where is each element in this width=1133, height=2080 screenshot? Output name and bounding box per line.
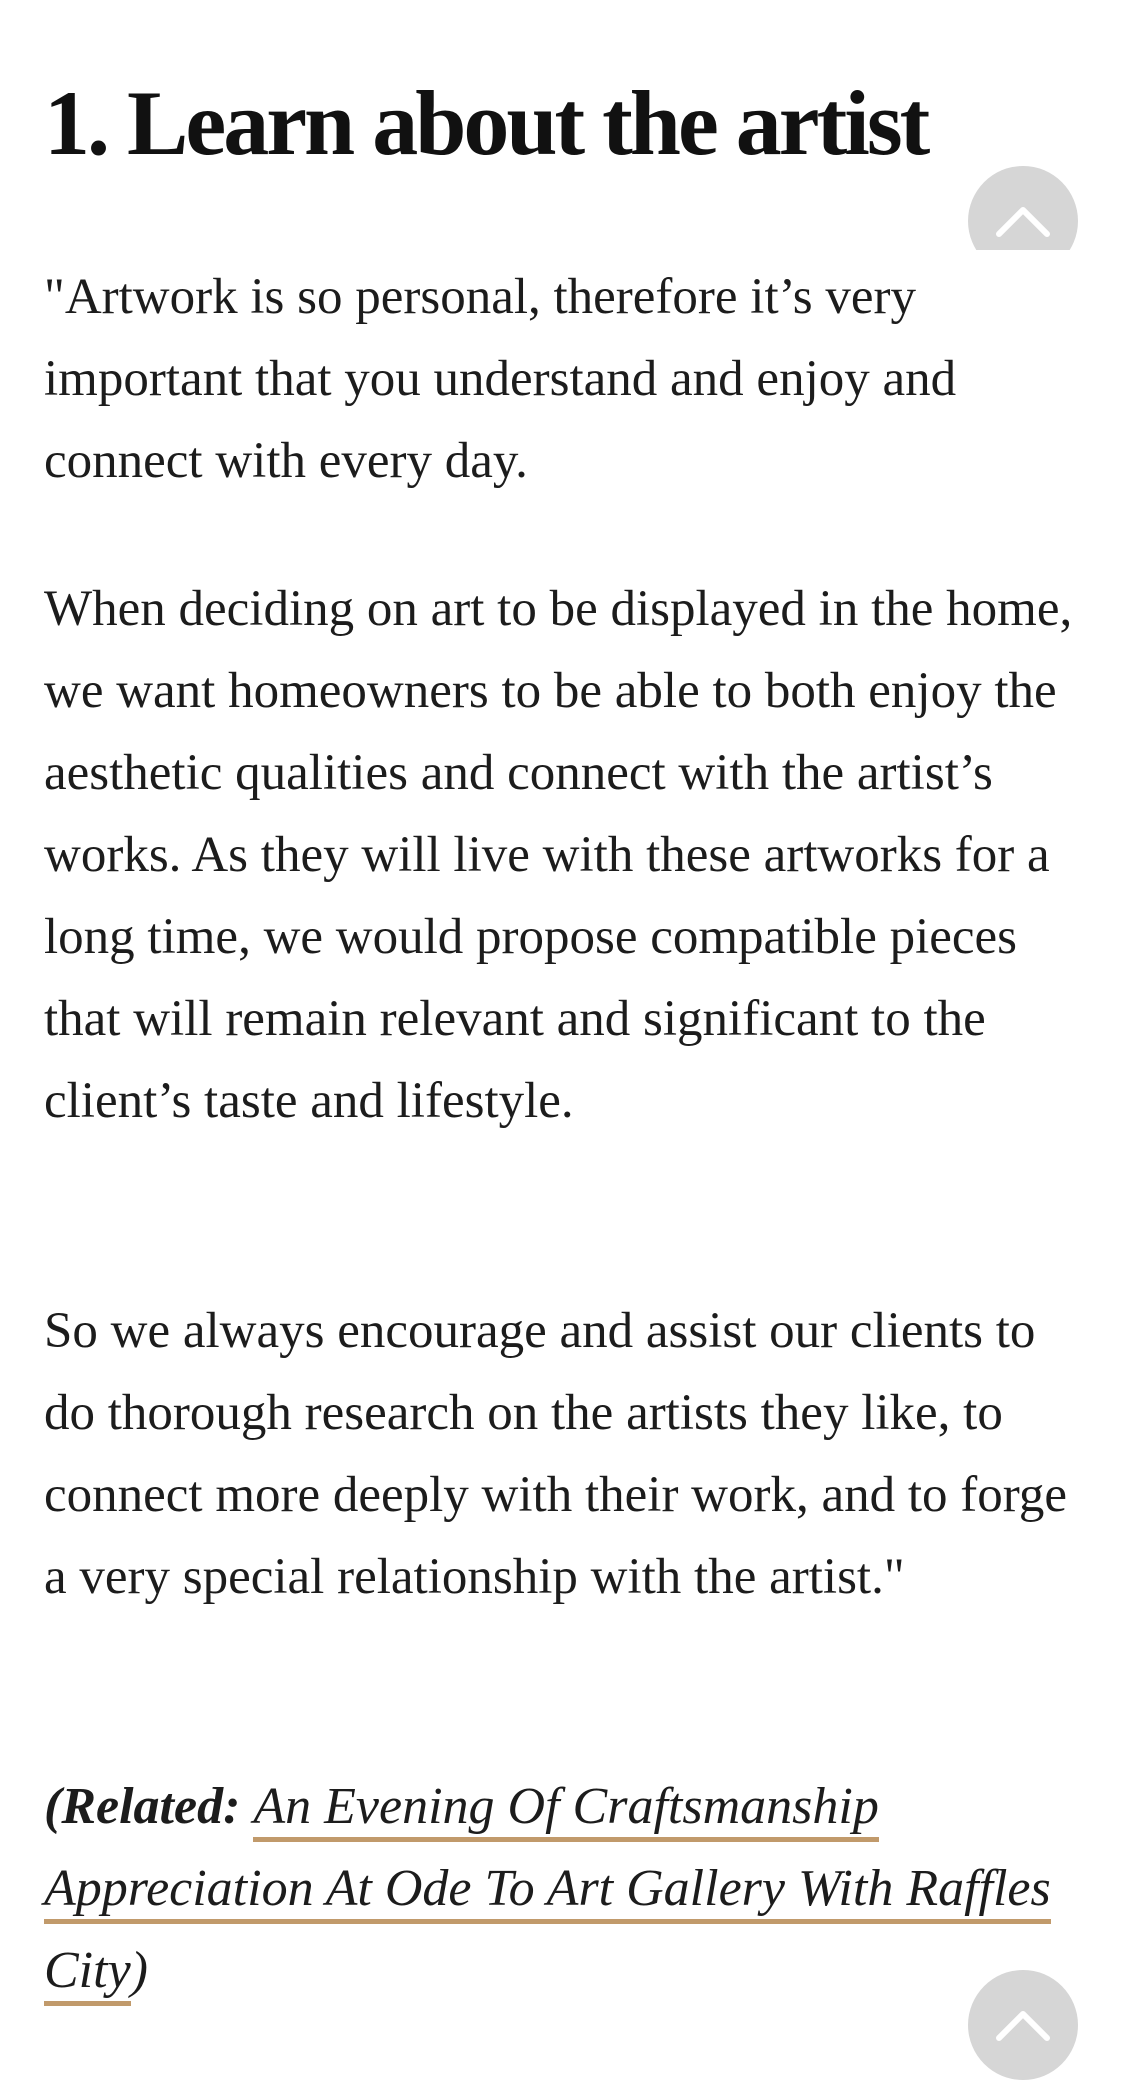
scroll-to-top-button[interactable] [968, 1970, 1078, 2080]
chevron-up-icon [995, 2006, 1051, 2042]
paragraph: "Artwork is so personal, therefore it’s very important that you understand and enjoy and connect with every day. [44, 269, 957, 489]
section-heading: 1. Learn about the artist [44, 72, 928, 174]
paragraph: So we always encourage and assist our clients to do thorough research on the artists they like, to connect more deeply with their work, and to forge a very special relationship with the artist." [44, 1303, 1067, 1605]
related-article [44, 1766, 1094, 2012]
related-close-paren: ) [130, 1942, 148, 1999]
paragraph: When deciding on art to be displayed in the home, we want homeowners to be able to both enjoy the aesthetic qualities and connect with the artist’s works. As they will live with these artworks for a long time, we would propose compatible pieces that will remain relevant and significant to the client’s taste and lifestyle. [44, 581, 1073, 1129]
related-article-link[interactable]: An Evening Of Craftsmanship Appreciation At Ode To Art Gallery With Raffles City [44, 1778, 1051, 2006]
related-open-paren: ( [44, 1778, 62, 1835]
chevron-up-icon [995, 202, 1051, 238]
related-label: Related: [61, 1778, 254, 1835]
